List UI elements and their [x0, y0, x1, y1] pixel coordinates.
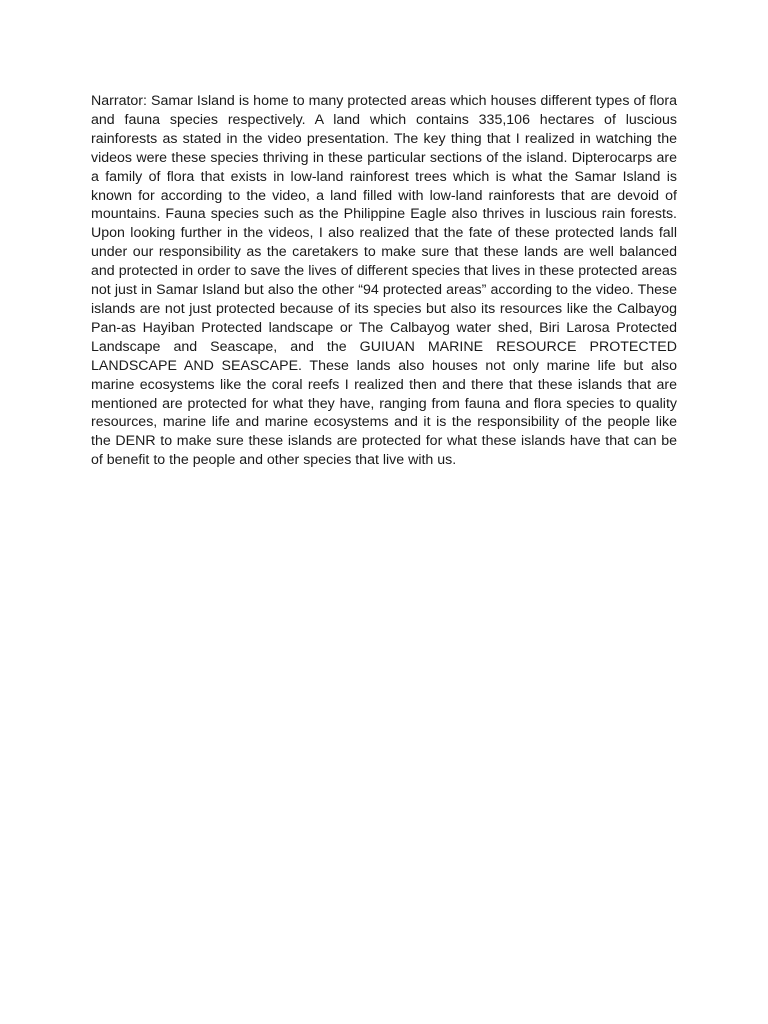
body-paragraph: Narrator: Samar Island is home to many protected areas which houses different types of flora and fauna species respectively. A land which contains 335,106 hectares of luscious rainforests as stated in the video presentation. The key thing that I realized in watching the videos were these species thriving in these particular sections of the island. Dipterocarps are a family of flora that exists in low-land rainforest trees which is what the Samar Island is known for according to the video, a land filled with low-land rainforests that are devoid of mountains. Fauna species such as the Philippine Eagle also thrives in luscious rain forests. Upon looking further in the videos, I also realized that the fate of these protected lands fall under our responsibility as the caretakers to make sure that these lands are well balanced and protected in order to save the lives of different species that lives in these protected areas not just in Samar Island but also the other “94 protected areas” according to the video. These islands are not just protected because of its species but also its resources like the Calbayog Pan-as Hayiban Protected landscape or The Calbayog water shed, Biri Larosa Protected Landscape and Seascape, and the GUIUAN MARINE RESOURCE PROTECTED LANDSCAPE AND SEASCAPE. These lands also houses not only marine life but also marine ecosystems like the coral reefs I realized then and there that these islands that are mentioned are protected for what they have, ranging from fauna and flora species to quality resources, marine life and marine ecosystems and it is the responsibility of the people like the DENR to make sure these islands are protected for what these islands have that can be of benefit to the people and other species that live with us. [91, 93, 677, 469]
